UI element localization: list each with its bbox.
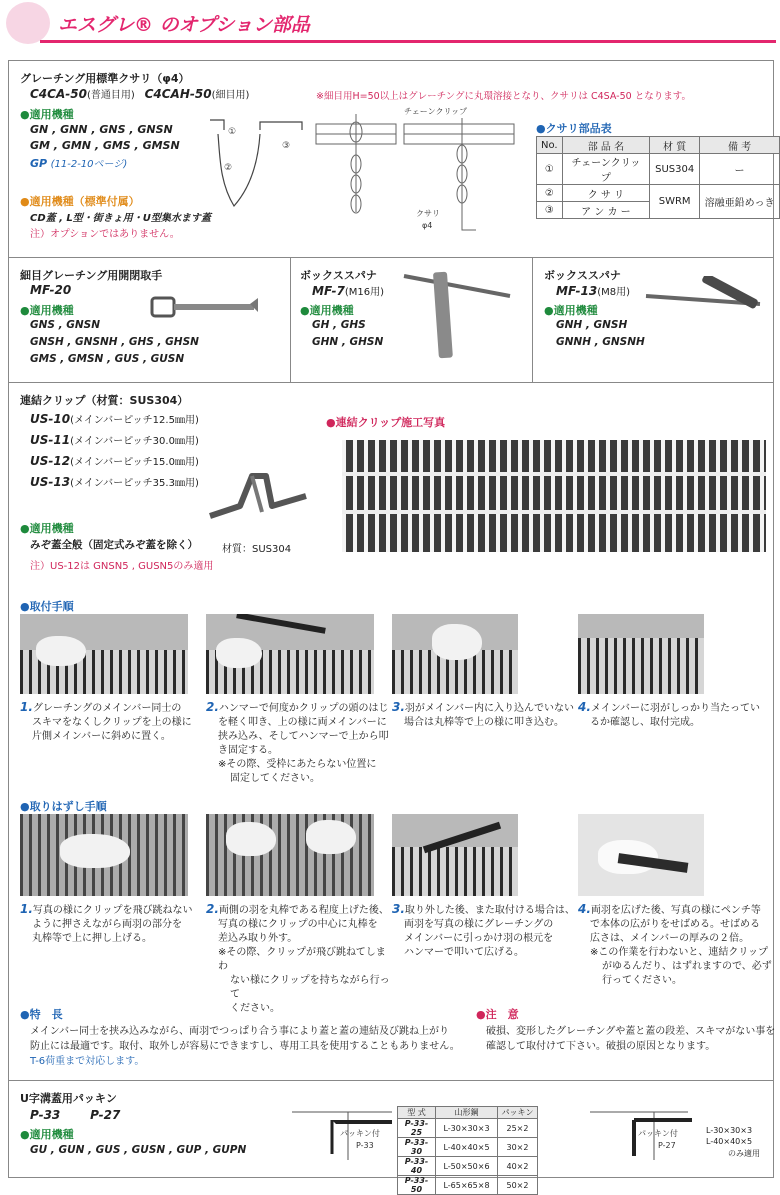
table-cell: ク サ リ bbox=[562, 185, 650, 202]
table-cell: 50×2 bbox=[498, 1176, 538, 1195]
spanner1-title: ボックススパナ bbox=[300, 269, 377, 282]
features-title: ●特 長 bbox=[20, 1008, 63, 1021]
packing-models bbox=[30, 1108, 120, 1122]
chain-label-1: ① bbox=[228, 127, 237, 137]
clip-item-2 bbox=[30, 453, 199, 468]
remove-photo-1 bbox=[20, 814, 188, 896]
table-row bbox=[398, 1138, 538, 1157]
step-number: 4. bbox=[578, 902, 591, 916]
step-number: 2. bbox=[206, 902, 219, 916]
table-cell: P-33-25 bbox=[398, 1119, 436, 1138]
step-line: がゆるんだり、はずれますので、必ず bbox=[602, 961, 772, 972]
parts-table bbox=[536, 136, 780, 219]
caution-line1: 破損、変形したグレーチングや蓋と蓋の段差、スキマがない事を bbox=[486, 1026, 776, 1037]
divider-2 bbox=[8, 382, 774, 383]
step-number: 1. bbox=[20, 902, 33, 916]
opener-line3: GMS , GMSN , GUS , GUSN bbox=[30, 353, 185, 365]
step-line: き固定する。 bbox=[218, 745, 278, 756]
table-cell: ー bbox=[700, 154, 780, 185]
packing-p27-label: P-27 bbox=[658, 1141, 676, 1150]
features-line1: メインバー同士を挟み込みながら、両羽でつっぱり合う事により蓋と蓋の連結及び跳ね上がり bbox=[30, 1026, 449, 1037]
spanner1-image bbox=[396, 266, 516, 366]
chain-notice: ※細目用H=50以上はグレーチングに丸環溶接となり、クサリは C4SA-50 となります。 bbox=[316, 91, 691, 102]
chain-applicable-label: ●適用機種 bbox=[20, 108, 74, 121]
step-line: ください。 bbox=[230, 1003, 280, 1014]
step-number: 3. bbox=[392, 700, 405, 714]
clip-note-0: (メインバーピッチ12.5㎜用) bbox=[70, 415, 199, 426]
remove-photo-2 bbox=[206, 814, 374, 896]
clip-note: 注）US-12は GNSN5 , GUSN5のみ適用 bbox=[30, 561, 214, 572]
step-line: るか確認し、取付完成。 bbox=[590, 717, 700, 728]
divider-3 bbox=[8, 1080, 774, 1081]
table-cell: 30×2 bbox=[498, 1138, 538, 1157]
chain-label-2: ② bbox=[224, 163, 233, 173]
divider-1 bbox=[8, 257, 774, 258]
features-line3: T-6荷重まで対応します。 bbox=[30, 1056, 145, 1067]
chain-model1-note: (普通目用) bbox=[86, 90, 135, 101]
table-cell: L-30×30×3 bbox=[436, 1119, 498, 1138]
remove-step-3 bbox=[392, 902, 578, 960]
packing-p27-sketch bbox=[588, 1104, 694, 1164]
packing-p33-label: P-33 bbox=[356, 1141, 374, 1150]
step-line: 固定してください。 bbox=[230, 773, 320, 784]
clip-image bbox=[200, 466, 320, 532]
opener-title: 細目グレーチング用開閉取手 bbox=[20, 269, 163, 282]
table-cell: 25×2 bbox=[498, 1119, 538, 1138]
step-number: 3. bbox=[392, 902, 405, 916]
chain-standard-models: CD蓋 , L型・街きょ用・U型集水ます蓋 bbox=[30, 213, 211, 224]
clip-model-1: US-11 bbox=[30, 433, 71, 447]
packing-p27-only: のみ適用 bbox=[728, 1149, 760, 1158]
table-cell: L-50×50×6 bbox=[436, 1157, 498, 1176]
table-cell: P-33-50 bbox=[398, 1176, 436, 1195]
step-line: ※その際、受枠にあたらない位置に bbox=[218, 759, 377, 770]
table-cell: チェーンクリップ bbox=[562, 154, 650, 185]
step-number: 1. bbox=[20, 700, 33, 714]
header-swoosh bbox=[6, 2, 50, 44]
opener-model: MF-20 bbox=[30, 283, 72, 297]
remove-title: ●取りはずし手順 bbox=[20, 800, 107, 813]
step-line: ※その際、クリップが飛び跳ねてしまわ bbox=[218, 947, 386, 972]
remove-step-1 bbox=[20, 902, 206, 946]
packing-th-packing: パッキン bbox=[498, 1107, 538, 1119]
install-title: ●取付手順 bbox=[20, 600, 74, 613]
step-line: スキマをなくしクリップを上の様に bbox=[32, 717, 192, 728]
opener-tool-image bbox=[150, 290, 260, 330]
install-photo-3 bbox=[392, 614, 518, 694]
spanner2-model-note: (M8用) bbox=[597, 287, 631, 298]
packing-applicable-models: GU , GUN , GUS , GUSN , GUP , GUPN bbox=[30, 1144, 247, 1156]
step-line: ない様にクリップを持ちながら行って bbox=[230, 975, 390, 1000]
caution-line2: 確認して取付けて下さい。破損の原因となります。 bbox=[486, 1041, 716, 1052]
header-band bbox=[0, 0, 780, 48]
chain-gp bbox=[30, 155, 127, 170]
step-line: 片側メインバーに斜めに置く。 bbox=[32, 731, 171, 742]
clip-item-0 bbox=[30, 411, 199, 426]
clip-item-3 bbox=[30, 474, 199, 489]
spanner2-line1: GNH , GNSH bbox=[556, 319, 628, 331]
clip-note-2: (メインバーピッチ15.0㎜用) bbox=[70, 457, 199, 468]
chain-labels bbox=[224, 127, 290, 173]
packing-th-angle: 山形鋼 bbox=[436, 1107, 498, 1119]
table-cell: 溶融亜鉛めっき bbox=[700, 185, 780, 219]
step-line: 両羽を写真の様にグレーチングの bbox=[404, 919, 554, 930]
chain-diagram bbox=[190, 108, 310, 218]
clip-note-3: (メインバーピッチ35.3㎜用) bbox=[70, 478, 199, 489]
spanner1-model-wrap bbox=[312, 283, 384, 298]
features-line2: 防止には最適です。取付、取外しが容易にできますし、専用工具を使用することもありません。 bbox=[30, 1041, 460, 1052]
step-line: 両羽を広げた後、写真の様にペンチ等 bbox=[590, 905, 761, 916]
chain-title: グレーチング用標準クサリ（φ4） bbox=[20, 72, 190, 85]
install-photo-2 bbox=[206, 614, 374, 694]
table-cell: 40×2 bbox=[498, 1157, 538, 1176]
remove-step-4 bbox=[578, 902, 774, 988]
divider-v1 bbox=[290, 257, 291, 382]
step-line: 広さは、メインバーの厚みの２倍。 bbox=[590, 933, 750, 944]
chain-gp-page: (11-2-10ページ) bbox=[50, 159, 128, 170]
phi4-label: φ4 bbox=[422, 221, 433, 230]
install-photo-4 bbox=[578, 614, 704, 694]
parts-th-no: No. bbox=[537, 137, 563, 154]
table-cell: P-33-40 bbox=[398, 1157, 436, 1176]
clip-title: 連結クリップ（材質：SUS304） bbox=[20, 394, 189, 407]
step-line: 丸棒等で上に押し上げる。 bbox=[32, 933, 152, 944]
packing-model1: P-33 bbox=[30, 1108, 61, 1122]
clip-install-photo bbox=[342, 440, 766, 552]
parts-th-remarks: 備 考 bbox=[700, 137, 780, 154]
step-line: で本体の広がりをせばめる。せばめる bbox=[590, 919, 760, 930]
opener-line2: GNSH , GNSNH , GHS , GHSN bbox=[30, 336, 199, 348]
clip-applicable: みぞ蓋全般（固定式みぞ蓋を除く） bbox=[30, 539, 198, 551]
install-photo-1 bbox=[20, 614, 188, 694]
clip-model-3: US-13 bbox=[30, 475, 71, 489]
step-line: 両側の羽を丸棒である程度上げた後、 bbox=[218, 905, 389, 916]
spanner1-line1: GH , GHS bbox=[312, 319, 366, 331]
chain-model2-note: (細目用) bbox=[211, 90, 250, 101]
table-cell: ア ン カ ー bbox=[562, 202, 650, 219]
clip-model-2: US-12 bbox=[30, 454, 71, 468]
table-cell: L-40×40×5 bbox=[436, 1138, 498, 1157]
clip-applicable-label: ●適用機種 bbox=[20, 522, 74, 535]
packing-applicable-label: ●適用機種 bbox=[20, 1128, 74, 1141]
table-row bbox=[398, 1119, 538, 1138]
spanner2-model-wrap bbox=[556, 283, 630, 298]
clip-material: 材質：SUS304 bbox=[222, 544, 292, 555]
table-cell: ③ bbox=[537, 202, 563, 219]
table-row bbox=[398, 1176, 538, 1195]
spanner1-model-note: (M16用) bbox=[344, 287, 385, 298]
step-line: ※この作業を行わないと、連結クリップ bbox=[590, 947, 768, 958]
clip-model-0: US-10 bbox=[30, 412, 71, 426]
clip-note-1: (メインバーピッチ30.0㎜用) bbox=[70, 436, 199, 447]
remove-photo-4 bbox=[578, 814, 704, 896]
packing-th-model: 型 式 bbox=[398, 1107, 436, 1119]
step-line: 写真の様にクリップの中心に丸棒を bbox=[218, 919, 378, 930]
packing-p33-sketch bbox=[288, 1104, 396, 1164]
step-line: ハンマーで何度かクリップの頭のはじ bbox=[218, 703, 389, 714]
spanner2-applicable-label: ●適用機種 bbox=[544, 304, 598, 317]
remove-step-2 bbox=[206, 902, 392, 1016]
spanner1-line2: GHN , GHSN bbox=[312, 336, 384, 348]
spanner2-line2: GNNH , GNSNH bbox=[556, 336, 645, 348]
step-line: メインバーに引っかけ羽の根元を bbox=[404, 933, 554, 944]
step-line: 差込み取り外す。 bbox=[218, 933, 298, 944]
remove-photo-3 bbox=[392, 814, 518, 896]
install-step-2 bbox=[206, 700, 392, 786]
spanner2-image bbox=[640, 276, 765, 346]
chain-gp-ref: GP bbox=[30, 157, 48, 170]
table-cell: SUS304 bbox=[650, 154, 700, 185]
table-row bbox=[398, 1157, 538, 1176]
header-rule bbox=[40, 40, 776, 43]
table-cell: P-33-30 bbox=[398, 1138, 436, 1157]
step-line: グレーチングのメインバー同士の bbox=[32, 703, 182, 714]
step-line: ハンマーで叩いて広げる。 bbox=[404, 947, 524, 958]
packing-title: U字溝蓋用パッキン bbox=[20, 1092, 117, 1105]
packing-with-label-1: パッキン付 bbox=[340, 1129, 380, 1138]
step-line: 行ってください。 bbox=[602, 975, 682, 986]
parts-th-name: 部 品 名 bbox=[562, 137, 650, 154]
step-line: メインバーに羽がしっかり当たってい bbox=[590, 703, 761, 714]
chain-models-line2: GM , GMN , GMS , GMSN bbox=[30, 139, 180, 152]
step-line: 場合は丸棒等で上の様に叩き込む。 bbox=[404, 717, 564, 728]
packing-p27-spec2: L-40×40×5 bbox=[706, 1137, 753, 1146]
step-line: 羽がメインバー内に入り込んでいない bbox=[404, 703, 575, 714]
table-cell: SWRM bbox=[650, 185, 700, 219]
step-number: 4. bbox=[578, 700, 591, 714]
step-line: 写真の様にクリップを飛び跳ねない bbox=[32, 905, 193, 916]
kusari-label: クサリ bbox=[416, 209, 440, 218]
caution-title: ●注 意 bbox=[476, 1008, 519, 1021]
chain-not-option: 注）オプションではありません。 bbox=[30, 229, 180, 240]
table-cell: ① bbox=[537, 154, 563, 185]
clip-item-1 bbox=[30, 432, 199, 447]
chain-clip-label: チェーンクリップ bbox=[404, 107, 468, 116]
packing-table bbox=[397, 1106, 538, 1195]
table-cell: ② bbox=[537, 185, 563, 202]
spanner1-model: MF-7 bbox=[312, 284, 345, 298]
parts-th-material: 材 質 bbox=[650, 137, 700, 154]
table-row bbox=[537, 185, 780, 202]
chain-grating-sketch bbox=[312, 102, 522, 242]
opener-line1: GNS , GNSN bbox=[30, 319, 101, 331]
parts-table-title: ●クサリ部品表 bbox=[536, 122, 612, 135]
packing-with-label-2: パッキン付 bbox=[638, 1129, 678, 1138]
packing-model2: P-27 bbox=[90, 1108, 121, 1122]
chain-model1: C4CA-50 bbox=[30, 87, 87, 101]
install-step-3 bbox=[392, 700, 578, 730]
divider-v2 bbox=[532, 257, 533, 382]
install-step-1 bbox=[20, 700, 206, 744]
step-line: を軽く叩き、上の様に両メインバーに bbox=[218, 717, 387, 728]
table-row bbox=[537, 154, 780, 185]
spanner1-applicable-label: ●適用機種 bbox=[300, 304, 354, 317]
chain-models bbox=[30, 86, 249, 101]
chain-standard-label: ●適用機種（標準付属） bbox=[20, 195, 140, 208]
chain-models-line1: GN , GNN , GNS , GNSN bbox=[30, 123, 173, 136]
spanner2-model: MF-13 bbox=[556, 284, 598, 298]
step-line: ように押さえながら両羽の部分を bbox=[32, 919, 182, 930]
table-cell: L-65×65×8 bbox=[436, 1176, 498, 1195]
page-title: エスグレ® のオプション部品 bbox=[58, 14, 310, 36]
step-line: 挟み込み、そしてハンマーで上から叩 bbox=[218, 731, 389, 742]
chain-label-3: ③ bbox=[282, 141, 291, 151]
step-number: 2. bbox=[206, 700, 219, 714]
opener-applicable-label: ●適用機種 bbox=[20, 304, 74, 317]
install-step-4 bbox=[578, 700, 772, 730]
clip-photo-title: ●連結クリップ施工写真 bbox=[326, 416, 446, 429]
spanner2-title: ボックススパナ bbox=[544, 269, 621, 282]
step-line: 取り外した後、また取付ける場合は、 bbox=[404, 905, 575, 916]
packing-p27-spec1: L-30×30×3 bbox=[706, 1126, 753, 1135]
chain-model2: C4CAH-50 bbox=[144, 87, 212, 101]
